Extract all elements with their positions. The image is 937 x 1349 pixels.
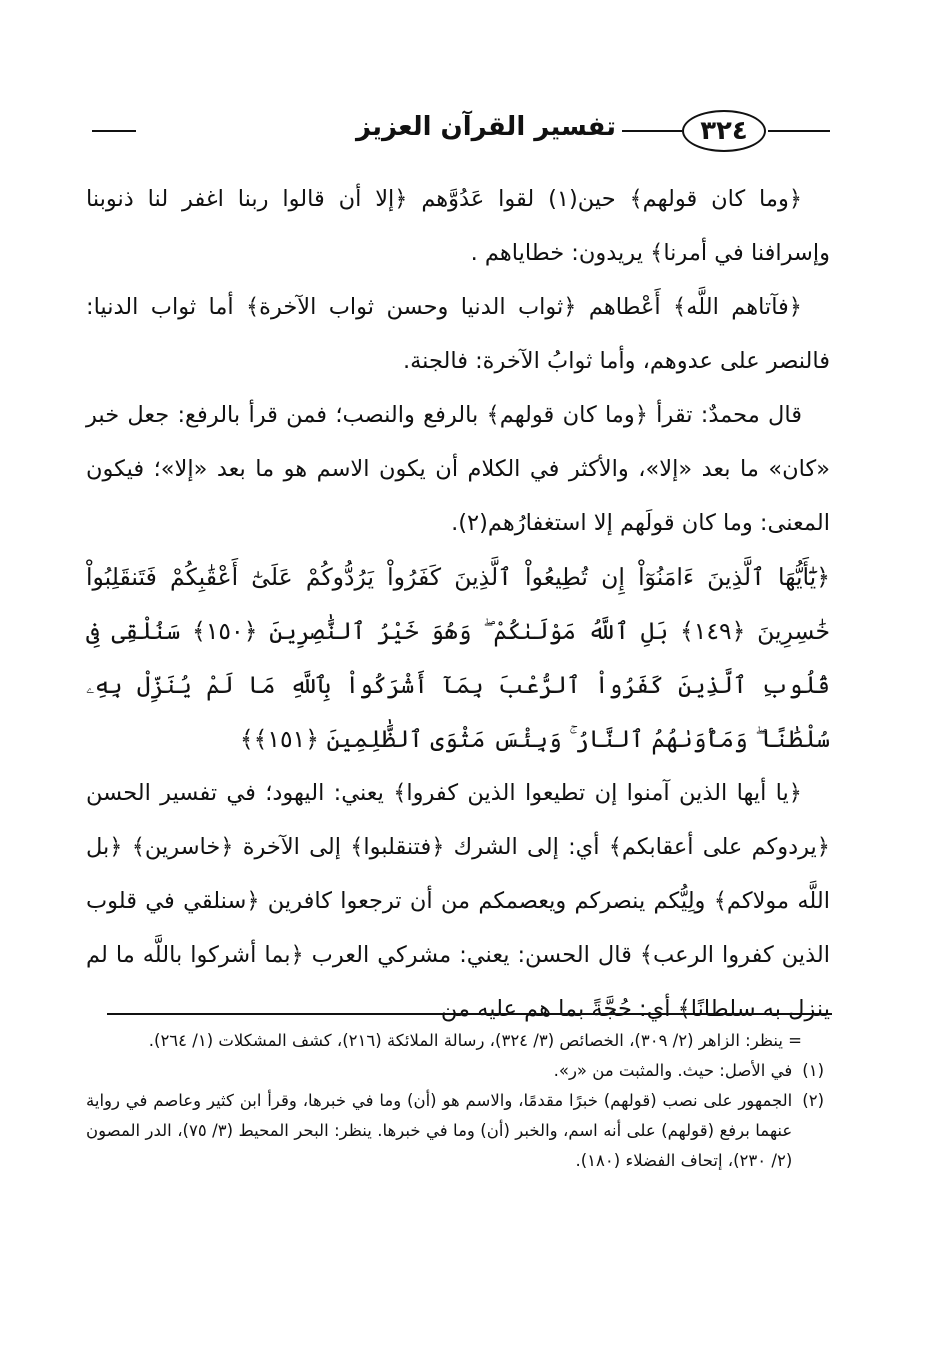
footnote-number: (١) — [802, 1061, 824, 1080]
footnote-text: في الأصل: حيث. والمثبت من «ر». — [553, 1061, 793, 1080]
paragraph-2: ﴿فآتاهم اللَّه﴾ أَعْطاهم ﴿ثواب الدنيا وحسن ثواب الآخرة﴾ أما ثواب الدنيا: فالنصر على عدوهم، وأما ثوابُ الآخرة: فالجنة. — [86, 294, 830, 374]
footnote-continuation: = ينظر: الزاهر (٢/ ٣٠٩)، الخصائص (٣/ ٣٢٤)، رسالة الملائكة (٢١٦)، كشف المشكلات (١/ ٢٦٤). — [148, 1031, 802, 1050]
commentary-paragraph: ﴿يا أيها الذين آمنوا إن تطيعوا الذين كفروا﴾ يعني: اليهود؛ في تفسير الحسن ﴿يردوكم على أعقابكم﴾ أي: إلى الشرك ﴿فتنقلبوا﴾ إلى الآخرة ﴿خاسرين﴾ ﴿بل اللَّه مولاكم﴾ ولِيُّكم ينصركم ويعصمكم من أن ترجعوا كافرين ﴿سنلقي في قلوب الذين كفروا الرعب﴾ قال الحسن: يعني: مشركي العرب ﴿بما أشركوا باللَّه ما لم ينزل به سلطانًا﴾ أي: حُجَّةً بما هم عليه من — [86, 780, 830, 1022]
header-rule-left — [92, 130, 136, 132]
footnote-text: الجمهور على نصب (قولهم) خبرًا مقدمًا، والاسم هو (أن) وما في خبرها، وقرأ ابن كثير وعاصم في رواية عنهما برفع (قولهم) على أنه اسم، والخبر (أن) وما في خبرها. ينظر: البحر المحيط (٣/ ٧٥)، الدر المصون (٢/ ٢٣٠)، إتحاف الفضلاء (١٨٠). — [86, 1091, 793, 1170]
footnote-item — [86, 1056, 824, 1086]
header-rule-middle — [622, 130, 682, 132]
paragraph-1: ﴿وما كان قولهم﴾ حين(١) لقوا عَدُوَّهم ﴿إلا أن قالوا ربنا اغفر لنا ذنوبنا وإسرافنا في أمرنا﴾ يريدون: خطاياهم . — [86, 186, 830, 266]
running-title: تفسير القرآن العزيز — [356, 112, 616, 142]
footnotes — [86, 1026, 824, 1176]
footnote-number: (٢) — [802, 1091, 824, 1110]
footnote-item — [86, 1086, 824, 1176]
page-number: ٣٢٤ — [682, 110, 766, 152]
footnote-divider — [107, 1013, 832, 1015]
header-rule-right — [768, 130, 830, 132]
page-header — [92, 108, 830, 154]
main-text — [86, 172, 830, 1036]
quran-verse: ﴿يَٰٓأَيُّهَا ٱلَّذِينَ ءَامَنُوٓاْ إِن تُطِيعُواْ ٱلَّذِينَ كَفَرُواْ يَرُدُّوكُمْ عَلَىٰٓ أَعْقَٰبِكُمْ فَتَنقَلِبُواْ خَٰسِرِينَ ﴿١٤٩﴾ بَلِ ٱللَّهُ مَوْلَىٰكُمْ ۖ وَهُوَ خَيْرُ ٱلنَّٰصِرِينَ ﴿١٥٠﴾ سَنُلْقِى فِى قُلُوبِ ٱلَّذِينَ كَفَرُواْ ٱلرُّعْبَ بِمَآ أَشْرَكُواْ بِٱللَّهِ مَا لَمْ يُنَزِّلْ بِهِۦ سُلْطَٰنًا ۖ وَمَأْوَىٰهُمُ ٱلنَّارُ ۚ وَبِئْسَ مَثْوَى ٱلظَّٰلِمِينَ ﴿١٥١﴾﴾ — [86, 563, 830, 753]
paragraph-3: قال محمدٌ: تقرأ ﴿وما كان قولهم﴾ بالرفع والنصب؛ فمن قرأ بالرفع: جعل خبر «كان» ما بعد «إلا»، والأكثر في الكلام أن يكون الاسم هو ما بعد «إلا»؛ فيكون المعنى: وما كان قولَهم إلا استغفارُهم(٢). — [86, 402, 830, 536]
